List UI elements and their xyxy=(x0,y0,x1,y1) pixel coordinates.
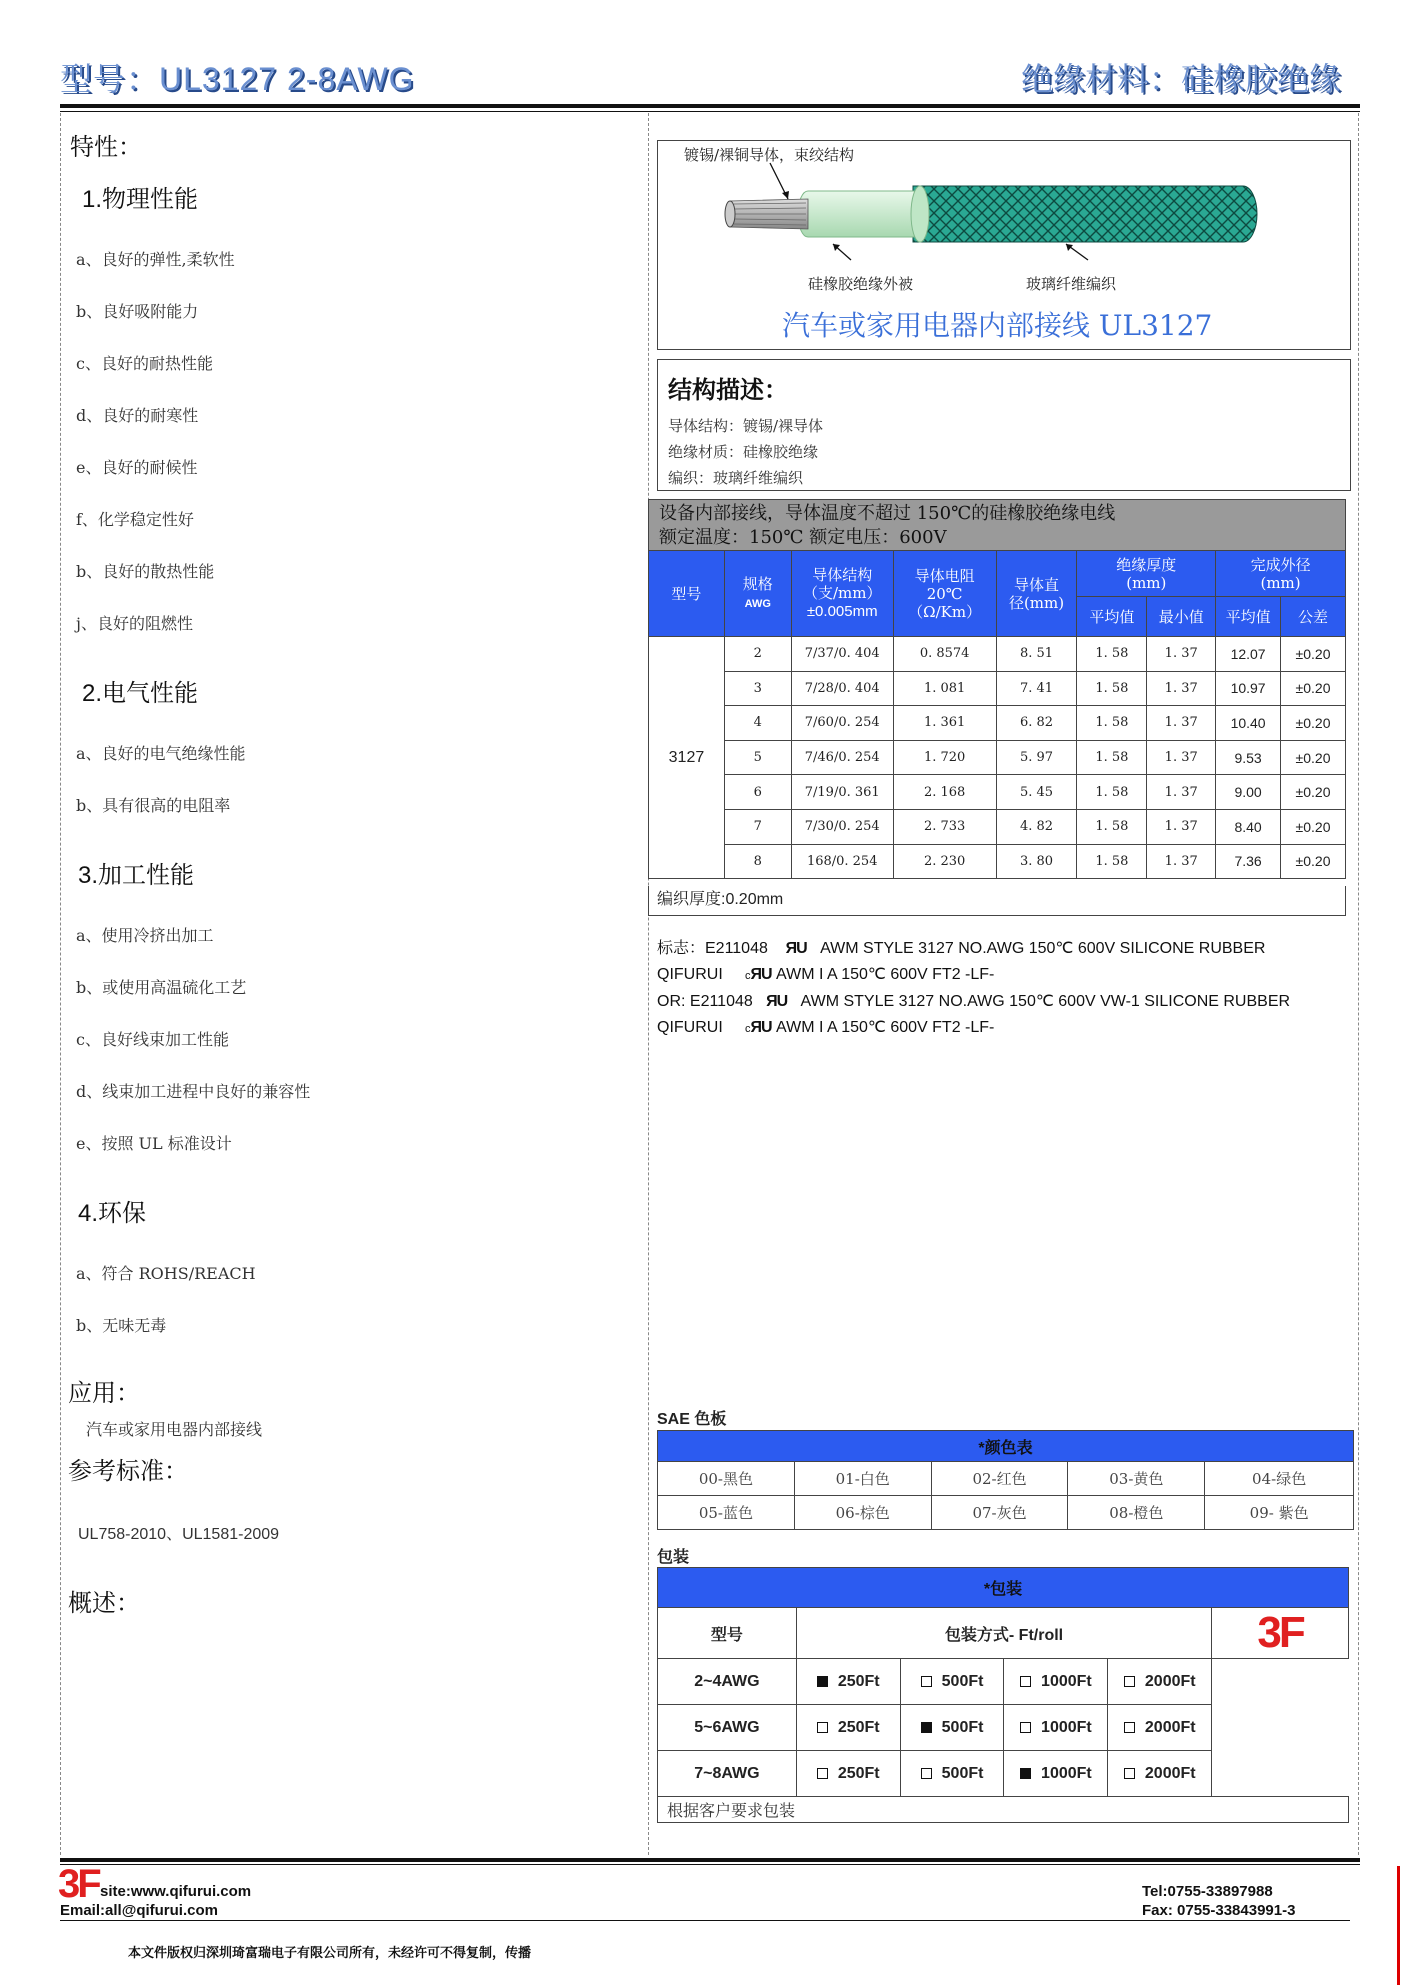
ul-logo-icon: ЯU xyxy=(766,993,788,1010)
spec-cell: 5. 97 xyxy=(996,740,1077,775)
spec-cell: 1. 081 xyxy=(893,671,996,706)
header-od-avg: 平均值 xyxy=(1216,597,1281,637)
color-cell: 06-棕色 xyxy=(794,1496,931,1530)
processing-item: a、使用冷挤出加工 xyxy=(76,926,214,945)
spec-cell: 1. 58 xyxy=(1077,706,1147,741)
application-title: 应用： xyxy=(68,1380,140,1407)
packaging-row xyxy=(658,1751,1349,1797)
packaging-option[interactable] xyxy=(796,1659,900,1705)
packaging-row xyxy=(658,1659,1349,1705)
spec-cell: 1. 37 xyxy=(1147,844,1216,879)
spec-cell: 3 xyxy=(724,671,791,706)
physical-item: f、化学稳定性好 xyxy=(76,510,194,529)
packaging-section-title: 包装 xyxy=(657,1549,690,1566)
standard-title: 参考标准： xyxy=(68,1458,188,1485)
packaging-option-label: 250Ft xyxy=(837,1718,880,1736)
checkbox-checked-icon[interactable] xyxy=(921,1722,932,1733)
color-cell: 03-黄色 xyxy=(1068,1462,1205,1496)
spec-row xyxy=(649,637,1346,672)
braid-label: 玻璃纤维编织 xyxy=(1026,275,1117,293)
spec-cell: ±0.20 xyxy=(1281,740,1346,775)
packaging-option[interactable] xyxy=(796,1751,900,1797)
packaging-option-label: 2000Ft xyxy=(1144,1764,1196,1782)
spec-cell: 10.97 xyxy=(1216,671,1281,706)
spec-cell: 12.07 xyxy=(1216,637,1281,672)
cable-diagram-box xyxy=(657,140,1351,350)
color-cell: 09- 紫色 xyxy=(1205,1496,1354,1530)
checkbox-empty-icon[interactable] xyxy=(921,1768,932,1779)
packaging-model-cell: 2~4AWG xyxy=(658,1659,797,1705)
footer-rule xyxy=(60,1858,1360,1862)
spec-cell: 1. 58 xyxy=(1077,844,1147,879)
spec-cell: 1. 58 xyxy=(1077,740,1147,775)
header-rule xyxy=(60,104,1360,108)
color-row xyxy=(658,1496,1354,1530)
spec-cell: ±0.20 xyxy=(1281,809,1346,844)
features-title: 特性： xyxy=(70,134,142,161)
spec-cell: 4. 82 xyxy=(996,809,1077,844)
packaging-option-label: 1000Ft xyxy=(1041,1672,1092,1690)
packaging-table xyxy=(657,1567,1349,1823)
checkbox-empty-icon[interactable] xyxy=(1124,1768,1135,1779)
spec-cell: 1. 37 xyxy=(1147,706,1216,741)
section-electrical-title: 2.电气性能 xyxy=(82,680,199,707)
footer-copyright: 本文件版权归深圳琦富瑞电子有限公司所有，未经许可不得复制，传播 xyxy=(128,1945,532,1960)
rating-band xyxy=(648,499,1346,551)
spec-cell: 1. 720 xyxy=(893,740,996,775)
color-cell: 00-黑色 xyxy=(658,1462,795,1496)
packaging-col-method: 包装方式- Ft/roll xyxy=(796,1608,1211,1659)
spec-row xyxy=(649,671,1346,706)
spec-row xyxy=(649,809,1346,844)
spec-cell: 2 xyxy=(724,637,791,672)
physical-item: j、良好的阻燃性 xyxy=(76,614,193,633)
spec-cell: 1. 58 xyxy=(1077,809,1147,844)
spec-cell: 1. 58 xyxy=(1077,775,1147,810)
structure-line: 编织：玻璃纤维编织 xyxy=(668,469,804,487)
ul-logo-icon: ЯU xyxy=(785,940,807,957)
header-od: 完成外径 (mm) xyxy=(1216,551,1346,597)
spec-cell: 0. 8574 xyxy=(893,637,996,672)
model-cell: 3127 xyxy=(649,637,725,879)
insulation-layer xyxy=(798,191,920,237)
physical-item: e、良好的耐候性 xyxy=(76,458,198,477)
spec-cell: 6 xyxy=(724,775,791,810)
checkbox-empty-icon[interactable] xyxy=(1124,1722,1135,1733)
edge-marker xyxy=(1397,1866,1400,1985)
spec-cell: ±0.20 xyxy=(1281,844,1346,879)
header-ins-avg: 平均值 xyxy=(1077,597,1147,637)
conductor-label: 镀锡/裸铜导体，束绞结构 xyxy=(684,146,855,164)
spec-cell: 1. 58 xyxy=(1077,637,1147,672)
spec-cell: ±0.20 xyxy=(1281,775,1346,810)
marking-line-4: QIFURUI cЯU AWM I A 150℃ 600V FT2 -LF- xyxy=(657,1019,995,1036)
packaging-option-label: 500Ft xyxy=(941,1718,984,1736)
spec-cell: 7/46/0. 254 xyxy=(791,740,893,775)
packaging-option-label: 500Ft xyxy=(941,1764,984,1782)
spec-cell: ±0.20 xyxy=(1281,706,1346,741)
section-physical-title: 1.物理性能 xyxy=(82,186,199,213)
physical-item: d、良好的耐寒性 xyxy=(76,406,199,425)
color-cell: 02-红色 xyxy=(931,1462,1068,1496)
spec-cell: 7 xyxy=(724,809,791,844)
physical-item: b、良好的散热性能 xyxy=(76,562,215,581)
spec-cell: 2. 733 xyxy=(893,809,996,844)
structure-title: 结构描述： xyxy=(668,377,788,404)
electrical-item: b、具有很高的电阻率 xyxy=(76,796,231,815)
spec-cell: 7/30/0. 254 xyxy=(791,809,893,844)
rating-line-1: 设备内部接线，导体温度不超过 150℃的硅橡胶绝缘电线 xyxy=(659,503,1116,524)
checkbox-empty-icon[interactable] xyxy=(1020,1676,1031,1687)
spec-cell: 5. 45 xyxy=(996,775,1077,810)
marking-block xyxy=(657,936,1357,1042)
checkbox-checked-icon[interactable] xyxy=(1020,1768,1031,1779)
spec-cell: 7/19/0. 361 xyxy=(791,775,893,810)
header-rule-thin xyxy=(60,111,1360,112)
section-environment-title: 4.环保 xyxy=(78,1200,147,1227)
processing-item: b、或使用高温硫化工艺 xyxy=(76,978,247,997)
packaging-col-model: 型号 xyxy=(658,1608,797,1659)
header-conductor: 导体结构 （支/mm） ±0.005mm xyxy=(791,551,893,637)
spec-cell: 168/0. 254 xyxy=(791,844,893,879)
spec-cell: 1. 37 xyxy=(1147,775,1216,810)
footer-underline xyxy=(60,1920,1350,1921)
spec-cell: 3. 80 xyxy=(996,844,1077,879)
spec-cell: 9.00 xyxy=(1216,775,1281,810)
spec-cell: 8.40 xyxy=(1216,809,1281,844)
marking-line-3: OR: E211048 ЯU AWM STYLE 3127 NO.AWG 150℃ 600V VW-1 SILICONE RUBBER xyxy=(657,993,1291,1010)
frame-left xyxy=(60,113,61,1855)
packaging-option[interactable] xyxy=(1108,1705,1212,1751)
packaging-option-label: 2000Ft xyxy=(1144,1672,1196,1690)
packaging-option[interactable] xyxy=(900,1751,1004,1797)
packaging-row xyxy=(658,1705,1349,1751)
spec-cell: 5 xyxy=(724,740,791,775)
header-type: 型号 xyxy=(649,551,725,637)
checkbox-empty-icon[interactable] xyxy=(817,1722,828,1733)
header-od-tol: 公差 xyxy=(1281,597,1346,637)
spec-row xyxy=(649,740,1346,775)
spec-cell: ±0.20 xyxy=(1281,637,1346,672)
packaging-table-title: *包装 xyxy=(658,1568,1349,1608)
spec-cell: 8 xyxy=(724,844,791,879)
packaging-logo xyxy=(1212,1608,1349,1659)
footer-logo-icon: 3F xyxy=(58,1862,99,1906)
checkbox-empty-icon[interactable] xyxy=(921,1676,932,1687)
spec-cell: 1. 58 xyxy=(1077,671,1147,706)
spec-cell: 6. 82 xyxy=(996,706,1077,741)
checkbox-empty-icon[interactable] xyxy=(1020,1722,1031,1733)
environment-item: a、符合 ROHS/REACH xyxy=(76,1264,256,1283)
checkbox-checked-icon[interactable] xyxy=(817,1676,828,1687)
spec-cell: 2. 168 xyxy=(893,775,996,810)
section-processing-title: 3.加工性能 xyxy=(78,862,195,889)
packaging-option[interactable] xyxy=(1108,1751,1212,1797)
processing-item: c、良好线束加工性能 xyxy=(76,1030,229,1049)
footer-site: site:www.qifurui.com xyxy=(100,1883,252,1900)
application-text: 汽车或家用电器内部接线 xyxy=(86,1420,263,1439)
packaging-option-label: 1000Ft xyxy=(1041,1764,1092,1782)
physical-item: a、良好的弹性,柔软性 xyxy=(76,250,235,269)
marking-line-2: QIFURUI cЯU AWM I A 150℃ 600V FT2 -LF- xyxy=(657,966,995,983)
header-diameter: 导体直 径(mm) xyxy=(996,551,1077,637)
color-cell: 08-橙色 xyxy=(1068,1496,1205,1530)
marking-line-1: 标志：E211048 ЯU AWM STYLE 3127 NO.AWG 150℃ 600V SILICONE RUBBER xyxy=(657,940,1266,957)
cul-logo-icon: ЯU xyxy=(750,1019,772,1036)
checkbox-empty-icon[interactable] xyxy=(817,1768,828,1779)
spec-cell: 7.36 xyxy=(1216,844,1281,879)
frame-right xyxy=(1358,113,1359,1855)
spec-row xyxy=(649,844,1346,879)
physical-item: b、良好吸附能力 xyxy=(76,302,199,321)
packaging-option-label: 1000Ft xyxy=(1041,1718,1092,1736)
conductor-end xyxy=(725,201,735,227)
packaging-model-cell: 7~8AWG xyxy=(658,1751,797,1797)
physical-item: c、良好的耐热性能 xyxy=(76,354,213,373)
structure-box xyxy=(657,359,1351,491)
spec-cell: 1. 37 xyxy=(1147,740,1216,775)
spec-cell: 2. 230 xyxy=(893,844,996,879)
footer-email: Email:all@qifurui.com xyxy=(60,1902,218,1919)
structure-line: 导体结构：镀锡/裸导体 xyxy=(668,417,824,435)
braid-layer xyxy=(913,186,1257,242)
spec-cell: 1. 361 xyxy=(893,706,996,741)
header-insulation: 绝缘厚度 (mm) xyxy=(1077,551,1216,597)
cul-logo-icon: ЯU xyxy=(750,966,772,983)
spec-cell: 8. 51 xyxy=(996,637,1077,672)
packaging-option[interactable] xyxy=(1108,1659,1212,1705)
footer-fax: Fax: 0755-33843991-3 xyxy=(1142,1902,1296,1919)
checkbox-empty-icon[interactable] xyxy=(1124,1676,1135,1687)
insulation-title: 绝缘材料：硅橡胶绝缘 xyxy=(1020,61,1341,97)
spec-cell: 1. 37 xyxy=(1147,637,1216,672)
packaging-option-label: 250Ft xyxy=(837,1764,880,1782)
spec-table xyxy=(648,550,1346,879)
packaging-option[interactable] xyxy=(1004,1751,1108,1797)
spec-cell: 7/28/0. 404 xyxy=(791,671,893,706)
color-cell: 01-白色 xyxy=(794,1462,931,1496)
electrical-item: a、良好的电气绝缘性能 xyxy=(76,744,246,763)
sae-section-title: SAE 色板 xyxy=(657,1411,727,1428)
overview-title: 概述： xyxy=(68,1590,140,1617)
spec-cell: 7/60/0. 254 xyxy=(791,706,893,741)
insulation-end xyxy=(911,186,929,242)
packaging-option-label: 500Ft xyxy=(941,1672,984,1690)
packaging-option[interactable] xyxy=(900,1659,1004,1705)
color-row xyxy=(658,1462,1354,1496)
environment-item: b、无味无毒 xyxy=(76,1316,167,1335)
spec-cell: 9.53 xyxy=(1216,740,1281,775)
spec-cell: 1. 37 xyxy=(1147,809,1216,844)
header-resistance: 导体电阻 20℃ （Ω/Km） xyxy=(893,551,996,637)
color-cell: 04-绿色 xyxy=(1205,1462,1354,1496)
packaging-option-label: 250Ft xyxy=(837,1672,880,1690)
footer-tel: Tel:0755-33897988 xyxy=(1142,1883,1273,1900)
brand-logo-icon: 3F xyxy=(1257,1608,1303,1657)
packaging-option[interactable] xyxy=(1004,1659,1108,1705)
spec-cell: ±0.20 xyxy=(1281,671,1346,706)
header-gauge: 规格 AWG xyxy=(724,551,791,637)
spec-cell: 7/37/0. 404 xyxy=(791,637,893,672)
insulation-label: 硅橡胶绝缘外被 xyxy=(808,275,914,293)
braid-thickness-note: 编织厚度:0.20mm xyxy=(648,886,1346,916)
processing-item: d、线束加工进程中良好的兼容性 xyxy=(76,1082,311,1101)
spec-row xyxy=(649,706,1346,741)
header-ins-min: 最小值 xyxy=(1147,597,1216,637)
structure-line: 绝缘材质：硅橡胶绝缘 xyxy=(668,443,819,461)
footer-rule-thin xyxy=(60,1864,1360,1865)
color-cell: 05-蓝色 xyxy=(658,1496,795,1530)
color-table xyxy=(657,1430,1354,1530)
packaging-option[interactable] xyxy=(796,1705,900,1751)
packaging-option[interactable] xyxy=(900,1705,1004,1751)
color-table-title: *颜色表 xyxy=(658,1431,1354,1462)
spec-cell: 10.40 xyxy=(1216,706,1281,741)
packaging-note: 根据客户要求包装 xyxy=(658,1797,1349,1823)
spec-row xyxy=(649,775,1346,810)
packaging-option-label: 2000Ft xyxy=(1144,1718,1196,1736)
packaging-option[interactable] xyxy=(1004,1705,1108,1751)
rating-line-2: 额定温度：150℃ 额定电压：600V xyxy=(659,527,947,548)
packaging-model-cell: 5~6AWG xyxy=(658,1705,797,1751)
spec-cell: 4 xyxy=(724,706,791,741)
column-divider xyxy=(648,113,649,1855)
standard-text: UL758-2010、UL1581-2009 xyxy=(78,1526,280,1543)
spec-cell: 7. 41 xyxy=(996,671,1077,706)
color-cell: 07-灰色 xyxy=(931,1496,1068,1530)
processing-item: e、按照 UL 标准设计 xyxy=(76,1134,232,1153)
diagram-caption: 汽车或家用电器内部接线 UL3127 xyxy=(782,309,1213,342)
spec-cell: 1. 37 xyxy=(1147,671,1216,706)
model-title: 型号：UL3127 2-8AWG xyxy=(60,61,415,97)
